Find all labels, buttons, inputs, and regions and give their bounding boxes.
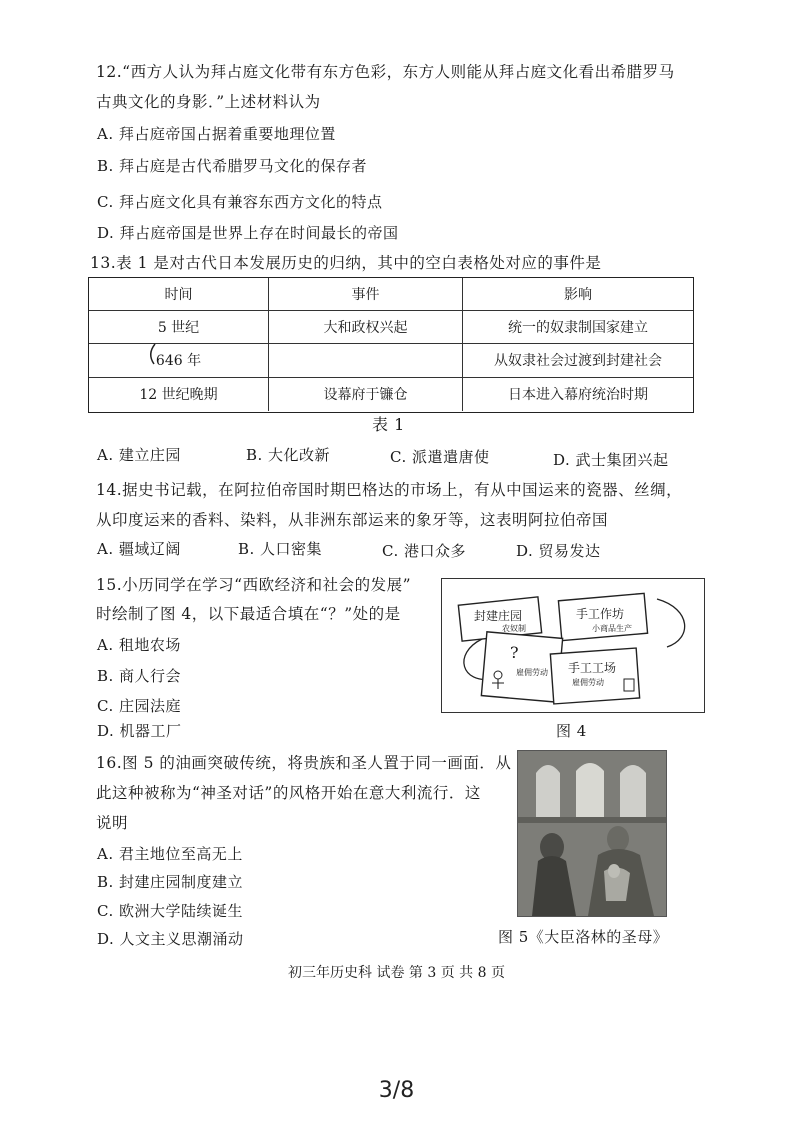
q12-option-d: D. 拜占庭帝国是世界上存在时间最长的帝国 bbox=[97, 224, 399, 242]
q15-stem-line1: 15.小历同学在学习“西欧经济和社会的发展” bbox=[96, 576, 411, 594]
table-cell: 统一的奴隶制国家建立 bbox=[508, 319, 648, 336]
fig4-card-manufactory: 手工工场 bbox=[568, 661, 617, 675]
q12-stem-line2: 古典文化的身影．”上述材料认为 bbox=[96, 93, 321, 111]
table-cell-blank bbox=[269, 343, 463, 377]
q12-option-b: B. 拜占庭是古代希腊罗马文化的保存者 bbox=[97, 157, 368, 175]
q14-option-c: C. 港口众多 bbox=[382, 542, 466, 560]
table-cell: 646 年 bbox=[89, 343, 269, 377]
table-cell: 大和政权兴起 bbox=[269, 310, 463, 343]
table-header-time: 时间 bbox=[89, 278, 269, 310]
handwritten-mark bbox=[146, 342, 158, 366]
q16-stem-line2: 此这种被称为“神圣对话”的风格开始在意大利流行．这 bbox=[96, 784, 481, 802]
table-cell: 12 世纪晚期 bbox=[89, 377, 269, 411]
q16-option-c: C. 欧洲大学陆续诞生 bbox=[97, 902, 243, 920]
q13-option-d: D. 武士集团兴起 bbox=[553, 451, 669, 469]
q15-stem-line2: 时绘制了图 4，以下最适合填在“？”处的是 bbox=[96, 605, 401, 623]
table-cell: 5 世纪 bbox=[89, 310, 269, 343]
fig4-card-feudal-manor-sub: 农奴制 bbox=[502, 624, 526, 633]
table-cell: 设幕府于镰仓 bbox=[269, 377, 463, 411]
painting-image bbox=[518, 751, 666, 916]
q14-stem-line1: 14.据史书记载，在阿拉伯帝国时期巴格达的市场上，有从中国运来的瓷器、丝绸， bbox=[96, 481, 683, 499]
fig4-card-workshop: 手工作坊 bbox=[576, 607, 625, 621]
q14-option-b: B. 人口密集 bbox=[238, 540, 323, 558]
q14-option-d: D. 贸易发达 bbox=[516, 542, 601, 560]
q13-option-c: C. 派遣遣唐使 bbox=[390, 448, 490, 466]
q15-option-a: A. 租地农场 bbox=[97, 636, 181, 654]
q14-option-a: A. 疆域辽阔 bbox=[97, 540, 181, 558]
q13-option-a: A. 建立庄园 bbox=[97, 446, 181, 464]
page-footer: 初三年历史科 试卷 第 3 页 共 8 页 bbox=[288, 965, 505, 981]
table-header-event: 事件 bbox=[269, 278, 463, 310]
q16-stem-line1: 16.图 5 的油画突破传统，将贵族和圣人置于同一画面．从 bbox=[96, 754, 512, 772]
table-cell: 日本进入幕府统治时期 bbox=[508, 387, 648, 403]
page-indicator: 3/8 bbox=[378, 1078, 415, 1103]
q15-option-b: B. 商人行会 bbox=[97, 667, 182, 685]
fig4-card-question-sub: 雇佣劳动 bbox=[516, 668, 548, 677]
q14-stem-line2: 从印度运来的香料、染料，从非洲东部运来的象牙等，这表明阿拉伯帝国 bbox=[96, 511, 609, 529]
q16-option-b: B. 封建庄园制度建立 bbox=[97, 873, 244, 891]
table-row bbox=[89, 310, 693, 344]
table-cell: 从奴隶社会过渡到封建社会 bbox=[494, 353, 662, 369]
figure-4-caption: 图 4 bbox=[556, 722, 587, 740]
table-row bbox=[89, 343, 693, 378]
q15-option-c: C. 庄园法庭 bbox=[97, 697, 181, 715]
q16-option-a: A. 君主地位至高无上 bbox=[97, 845, 243, 863]
table-header-impact: 影响 bbox=[564, 287, 592, 303]
fig4-card-feudal-manor: 封建庄园 bbox=[474, 609, 523, 623]
q12-stem-line1: 12.“西方人认为拜占庭文化带有东方色彩，东方人则能从拜占庭文化看出希腊罗马 bbox=[96, 63, 675, 81]
fig4-card-manufactory-sub: 雇佣劳动 bbox=[572, 678, 604, 687]
q16-option-d: D. 人文主义思潮涌动 bbox=[97, 930, 244, 948]
q12-option-c: C. 拜占庭文化具有兼容东西方文化的特点 bbox=[97, 193, 383, 211]
q16-stem-line3: 说明 bbox=[96, 814, 129, 832]
q15-option-d: D. 机器工厂 bbox=[97, 722, 182, 740]
q13-option-b: B. 大化改新 bbox=[246, 446, 331, 464]
fig4-card-workshop-sub: 小商品生产 bbox=[592, 624, 632, 633]
figure-5-caption: 图 5《大臣洛林的圣母》 bbox=[498, 928, 669, 946]
fig4-card-question: ? bbox=[510, 643, 519, 662]
table-caption: 表 1 bbox=[372, 415, 405, 434]
figure-4-drawing bbox=[442, 579, 704, 712]
table-row bbox=[89, 377, 693, 411]
q12-option-a: A. 拜占庭帝国占据着重要地理位置 bbox=[97, 125, 336, 143]
q13-stem: 13.表 1 是对古代日本发展历史的归纳，其中的空白表格处对应的事件是 bbox=[90, 254, 602, 272]
table-header-row bbox=[89, 278, 693, 311]
figure-5-painting bbox=[517, 750, 667, 917]
figure-4-diagram bbox=[441, 578, 705, 713]
table-1 bbox=[88, 277, 694, 413]
